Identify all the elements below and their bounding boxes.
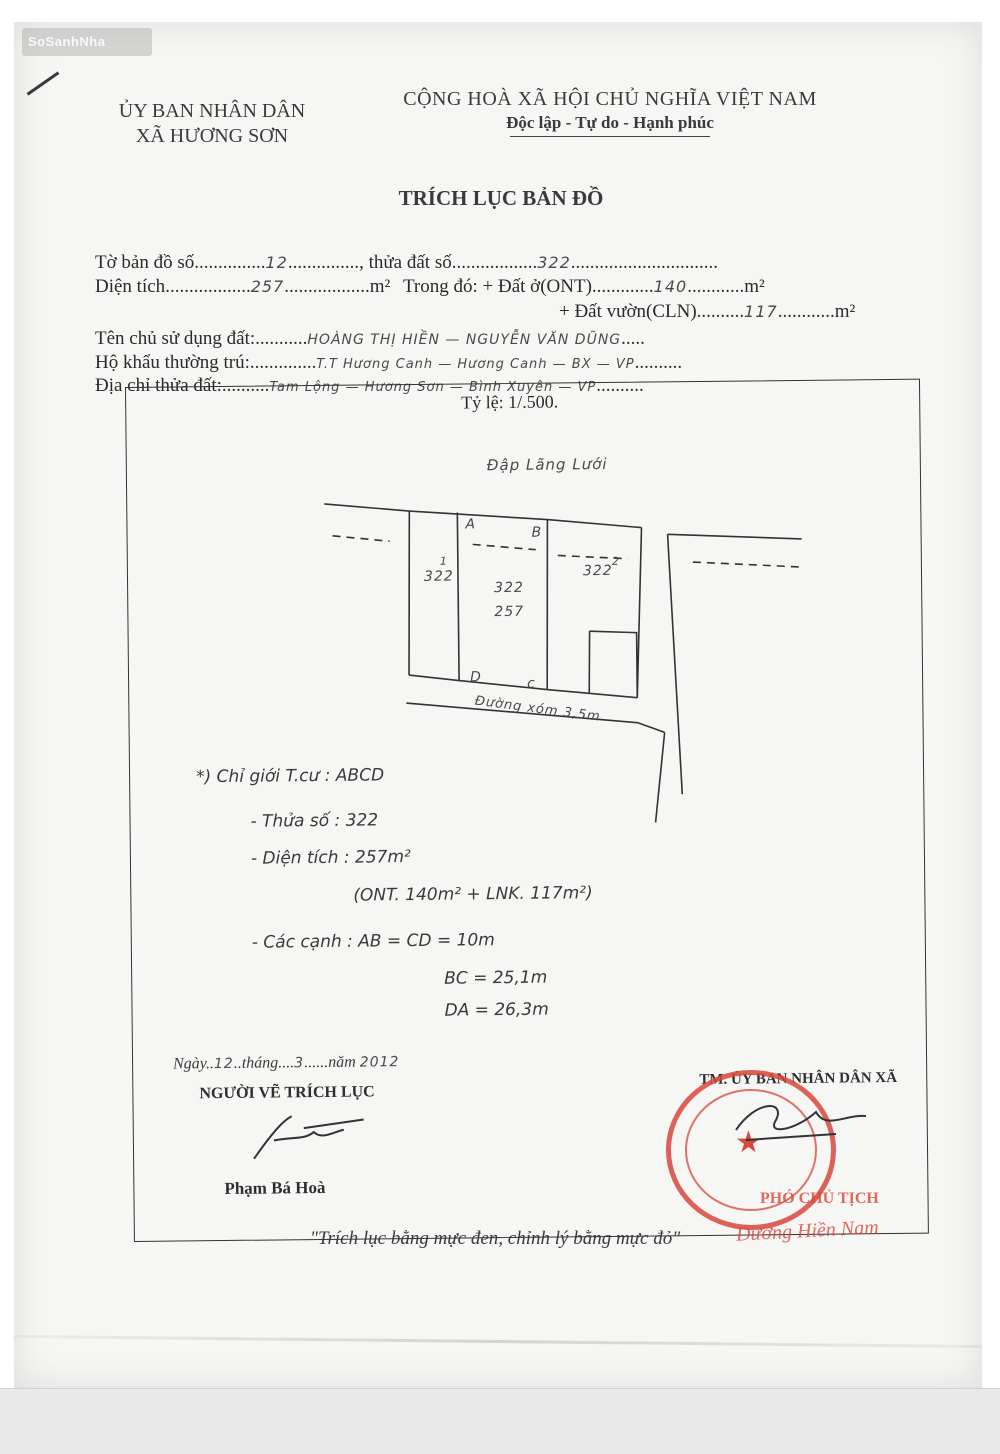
drafter-title: NGƯỜI VẼ TRÍCH LỤC — [199, 1083, 375, 1103]
address-value: Tam Lộng — Hương Sơn — Bình Xuyên — VP — [269, 380, 597, 395]
date-month: 3 — [294, 1055, 305, 1072]
watermark-logo: SoSanhNha — [22, 28, 152, 56]
note-side-da: DA = 26,3m — [444, 999, 549, 1021]
garden-label: + Đất vườn(CLN) — [559, 301, 697, 322]
corner-a: A — [465, 516, 477, 533]
ont-value: 140 — [653, 277, 688, 296]
drafter-name: Phạm Bá Hoà — [224, 1177, 326, 1199]
corner-b: B — [531, 524, 543, 541]
note-area: - Diện tích : 257m² — [250, 847, 411, 869]
residence-value: T.T Hương Canh — Hương Canh — BX — VP — [316, 357, 635, 372]
header-authority-line2: XÃ HƯƠNG SƠN — [135, 125, 289, 147]
note-area-breakdown: (ONT. 140m² + LNK. 117m²) — [353, 883, 593, 906]
note-side-bc: BC = 25,1m — [444, 967, 548, 989]
field-map-sheet: Tờ bản đồ số...............12..............., thửa đất số..................322............................... — [95, 252, 719, 273]
parcel-main-number: 322 — [494, 579, 524, 597]
date-day-label: Ngày — [173, 1055, 207, 1073]
map-sheet-value: 12 — [265, 253, 288, 272]
date-year: 2012 — [359, 1054, 400, 1071]
owner-label: Tên chủ sử dụng đất: — [95, 328, 256, 349]
parcel-main-area: 257 — [494, 603, 525, 621]
field-address: Địa chỉ thửa đất:..........Tam Lộng — Hương Sơn — Bình Xuyên — VP.......... — [95, 375, 644, 396]
parcel-right-sup: 2 — [611, 554, 620, 568]
paper-crease — [14, 1335, 982, 1348]
parcel-right-number: 322 — [582, 562, 613, 580]
header-nation — [360, 88, 860, 137]
area-value: 257 — [250, 277, 285, 296]
area-unit: m² — [369, 276, 391, 297]
drafter-signature — [244, 1109, 385, 1170]
header-nation-line1: CỘNG HOÀ XÃ HỘI CHỦ NGHĨA VIỆT NAM — [403, 88, 817, 110]
map-label-dam: Đập Lãng Lưới — [486, 454, 608, 475]
parcel-label: , thửa đất số — [359, 252, 452, 273]
authority-signature — [726, 1090, 886, 1150]
owner-value: HOÀNG THỊ HIỀN — NGUYỄN VĂN DŨNG — [307, 332, 622, 348]
field-garden: + Đất vườn(CLN)..........117............m² — [559, 301, 856, 322]
field-residence: Hộ khẩu thường trú:..............T.T Hương Canh — Hương Canh — BX — VP.......... — [95, 352, 683, 373]
document-page — [14, 22, 982, 1388]
seal-star-icon: ★ — [735, 1126, 762, 1159]
corner-c: c — [527, 675, 536, 692]
footer-note: "Trích lục bằng mực đen, chỉnh lý bằng mực đỏ" — [310, 1228, 681, 1249]
of-which-label: Trong đó: + Đất ở(ONT) — [402, 276, 592, 297]
date-month-label: tháng — [241, 1054, 279, 1072]
field-owner: Tên chủ sử dụng đất:...........HOÀNG THỊ HIỀN — NGUYỄN VĂN DŨNG..... — [95, 328, 645, 349]
parcel-value: 322 — [537, 253, 571, 272]
date-day: 12 — [213, 1055, 234, 1073]
authority-title: TM. ỦY BAN NHÂN DÂN XÃ — [699, 1069, 898, 1089]
screen-bottom-bar — [0, 1388, 1000, 1454]
cln-unit: m² — [834, 301, 856, 322]
document-title: TRÍCH LỤC BẢN ĐỒ — [398, 186, 604, 210]
note-parcel: - Thửa số : 322 — [250, 810, 379, 832]
map-sheet-label: Tờ bản đồ số — [95, 252, 195, 273]
ont-unit: m² — [744, 276, 765, 297]
vice-chair-title: PHÓ CHỦ TỊCH — [760, 1190, 879, 1207]
area-label: Diện tích — [95, 276, 166, 297]
vice-chair-name: Dương Hiền Nam — [735, 1216, 880, 1246]
road-label: Đường xóm 3,5m — [473, 693, 602, 725]
paper-tear-mark — [27, 71, 60, 95]
corner-d: D — [469, 669, 482, 686]
note-boundary: *) Chỉ giới T.cư : ABCD — [195, 765, 385, 788]
parcel-left-sup: 1 — [439, 554, 448, 568]
date-year-label: năm — [328, 1053, 356, 1071]
residence-label: Hộ khẩu thường trú: — [95, 352, 250, 373]
header-authority — [92, 100, 332, 148]
address-label: Địa chỉ thửa đất: — [95, 375, 222, 396]
date-line: Ngày..12..tháng....3......năm 2012 — [173, 1053, 400, 1073]
header-motto: Độc lập - Tự do - Hạnh phúc — [506, 113, 714, 132]
scale-label: Tỷ lệ: 1/.500. — [461, 391, 559, 413]
header-motto-underline — [510, 136, 710, 137]
header-authority-line1: ỦY BAN NHÂN DÂN — [118, 100, 306, 122]
field-area: Diện tích..................257..................m² Trong đó: + Đất ở(ONT).............140............m² — [95, 276, 765, 297]
cln-value: 117 — [744, 302, 778, 321]
note-sides: - Các cạnh : AB = CD = 10m — [251, 930, 495, 953]
parcel-left-number: 322 — [423, 568, 454, 585]
